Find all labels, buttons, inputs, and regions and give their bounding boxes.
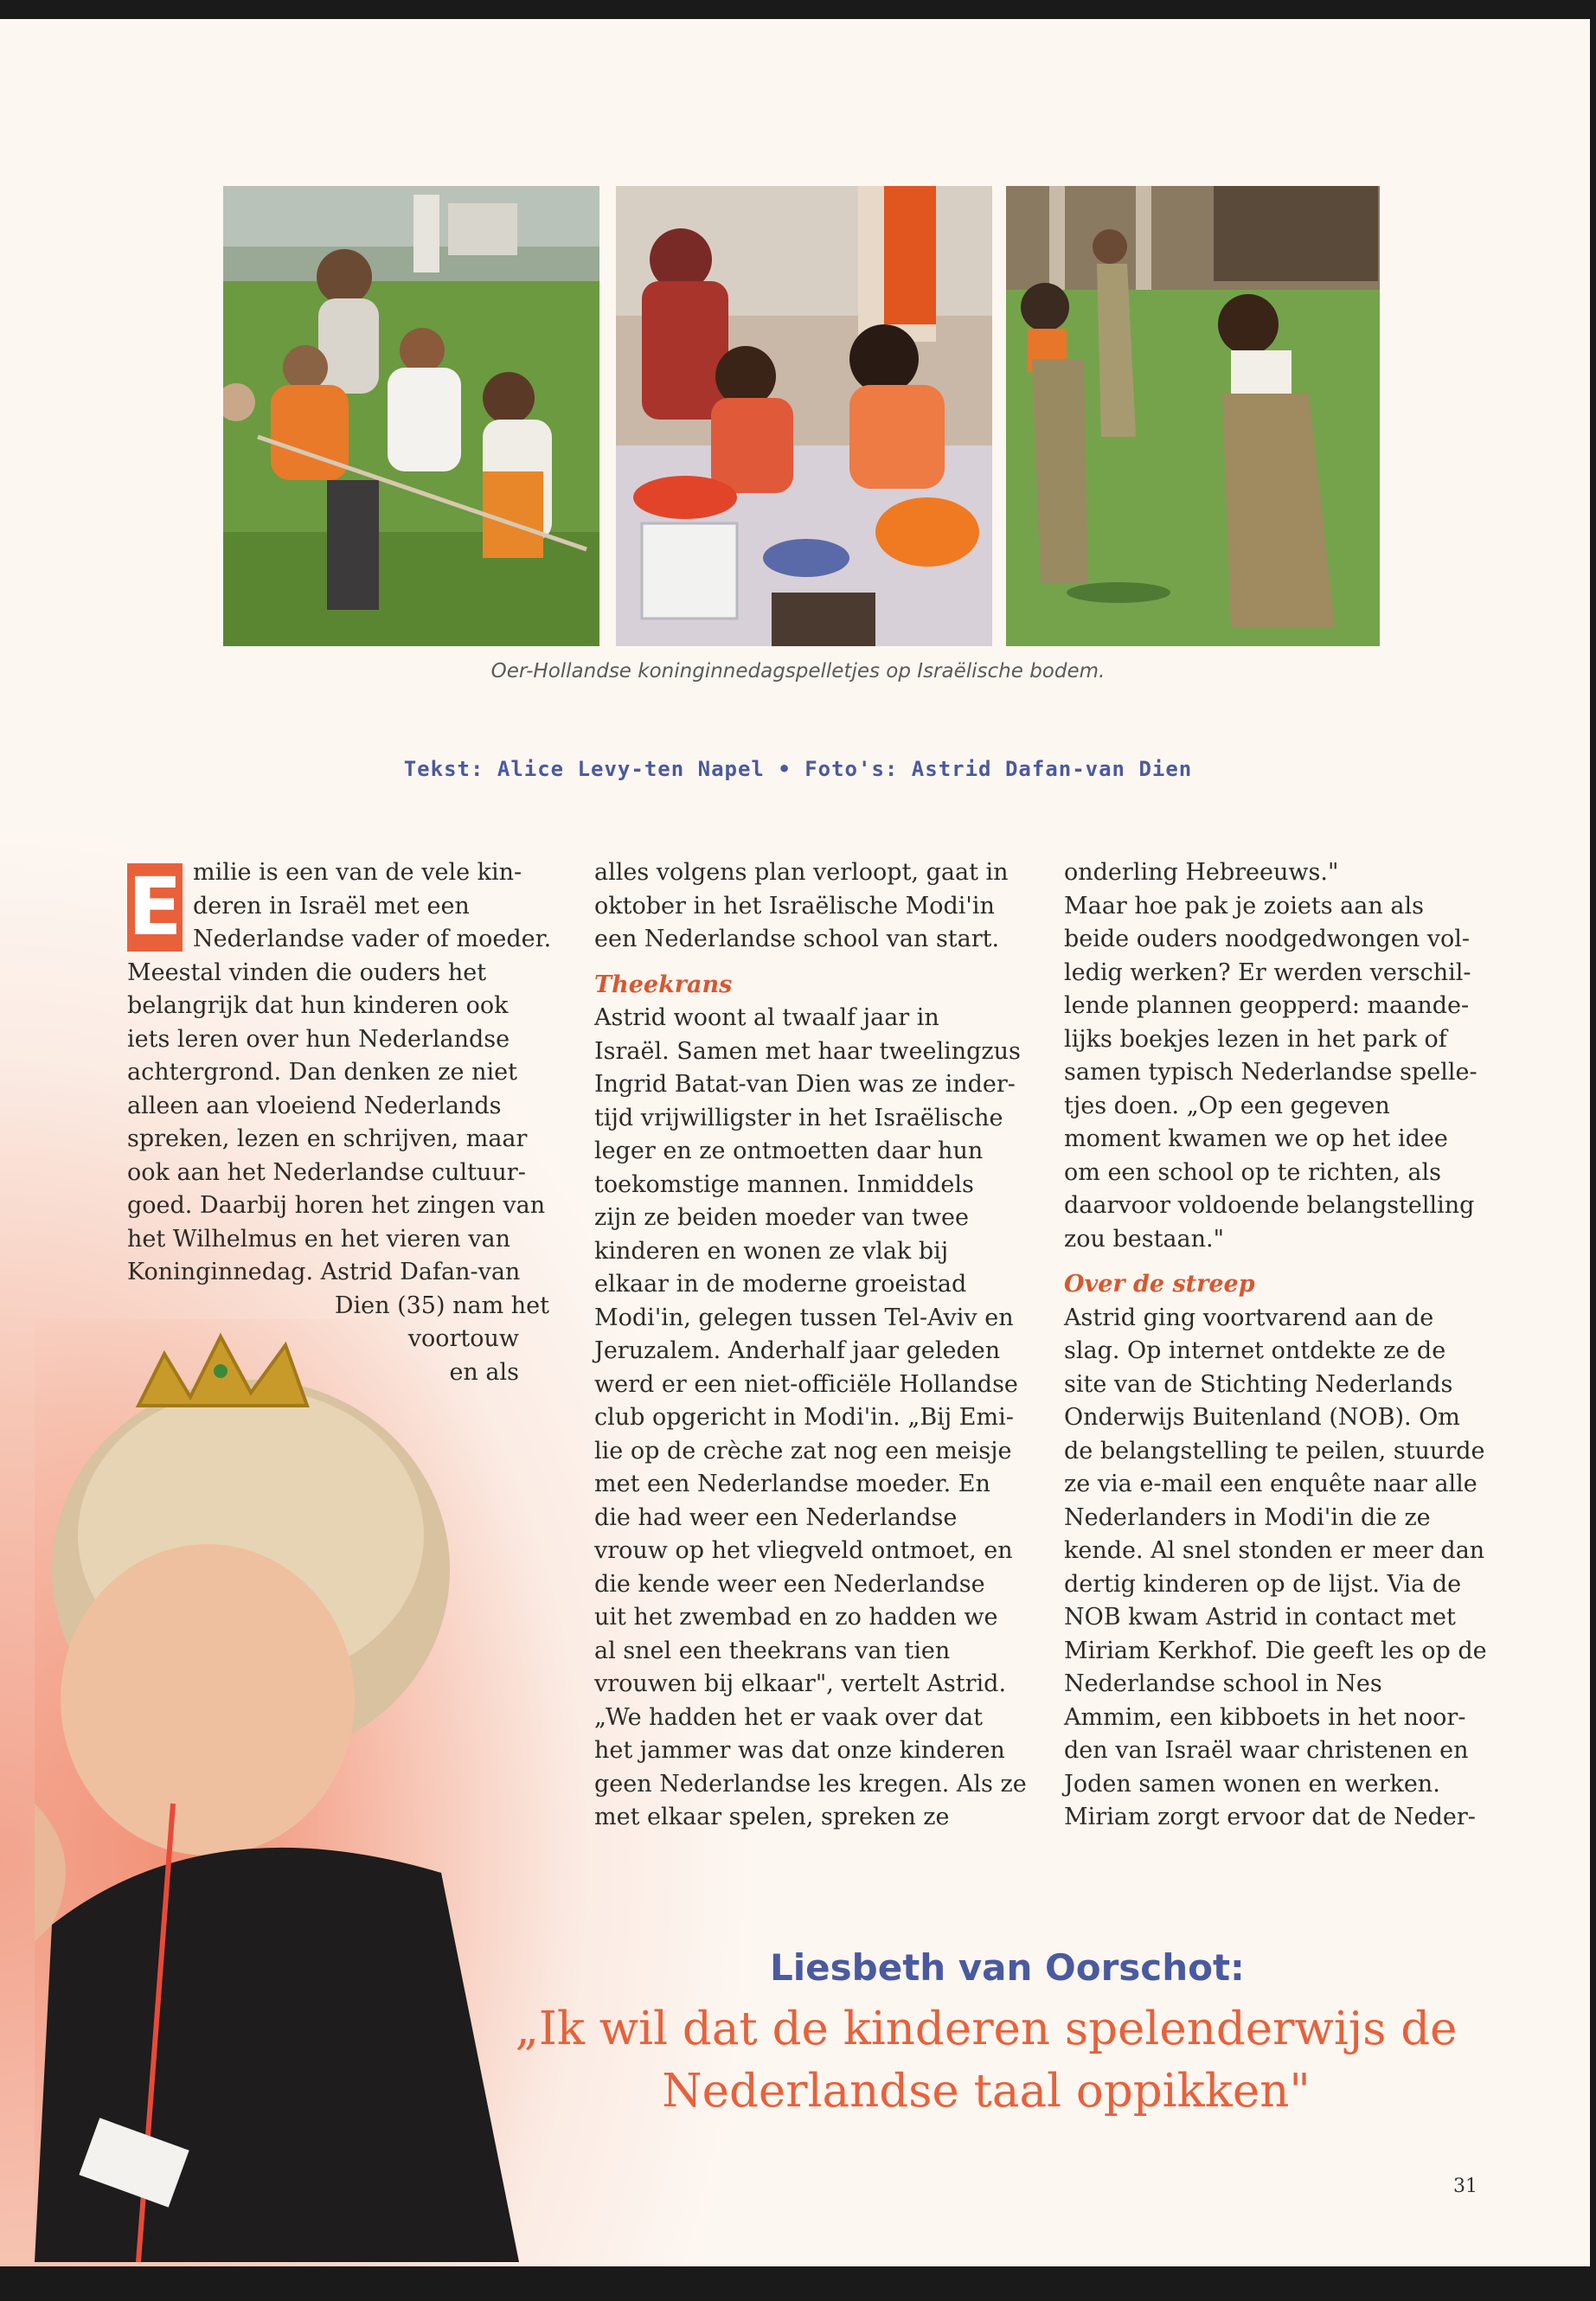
body-line: geen Nederlandse les kregen. Als ze	[594, 1770, 1027, 1798]
body-line: zou bestaan."	[1064, 1225, 1225, 1253]
article-column-1	[127, 856, 552, 1389]
body-line: Astrid woont al twaalf jaar in	[594, 1004, 939, 1031]
scan-border-top	[0, 0, 1596, 19]
body-line: Miriam Kerkhof. Die geeft les op de	[1064, 1637, 1487, 1664]
body-line: Jeruzalem. Anderhalf jaar geleden	[594, 1337, 1001, 1364]
body-line: om een school op te richten, als	[1064, 1158, 1442, 1186]
photo-tug-of-war	[223, 186, 599, 646]
body-line: al snel een theekrans van tien	[594, 1637, 951, 1664]
body-line: alles volgens plan verloopt, gaat in	[594, 859, 1009, 886]
body-line: en als	[449, 1358, 519, 1386]
body-line: zijn ze beiden moeder van twee	[594, 1204, 969, 1231]
body-line: goed. Daarbij horen het zingen van	[127, 1192, 546, 1219]
body-line: Ingrid Batat-van Dien was ze inder-	[594, 1071, 1016, 1098]
body-line: lijks boekjes lezen in het park of	[1064, 1025, 1447, 1053]
body-line: Miriam zorgt ervoor dat de Neder-	[1064, 1804, 1476, 1830]
photo-caption: Oer-Hollandse koninginnedagspelletjes op Israëlische bodem.	[490, 660, 1106, 683]
body-line: Nederlanders in Modi'in die ze	[1064, 1503, 1431, 1531]
body-line: voortouw	[407, 1325, 519, 1352]
body-line: Modi'in, gelegen tussen Tel-Aviv en	[594, 1304, 1014, 1331]
article-column-2	[594, 856, 1027, 1835]
body-line: die kende weer een Nederlandse	[594, 1570, 985, 1598]
body-line: Koninginnedag. Astrid Dafan-van	[127, 1259, 521, 1285]
body-line: site van de Stichting Nederlands	[1064, 1370, 1453, 1398]
body-line: vrouwen bij elkaar", vertelt Astrid.	[594, 1670, 1007, 1697]
body-line: NOB kwam Astrid in contact met	[1064, 1604, 1456, 1631]
body-line: lende plannen geopperd: maande-	[1064, 992, 1470, 1019]
body-line: spreken, lezen en schrijven, maar	[127, 1125, 528, 1152]
body-line: iets leren over hun Nederlandse	[127, 1025, 510, 1053]
body-line: die had weer een Nederlandse	[594, 1503, 958, 1531]
body-line: Dien (35) nam het	[334, 1292, 549, 1319]
body-line: slag. Op internet ontdekte ze de	[1064, 1337, 1446, 1364]
pull-quote	[493, 1998, 1479, 2123]
subheading-theekrans: Theekrans	[594, 971, 733, 998]
body-line: Meestal vinden die ouders het	[127, 958, 487, 986]
body-line: Joden samen wonen en werken.	[1064, 1770, 1440, 1798]
body-line: alleen aan vloeiend Nederlands	[127, 1092, 502, 1119]
body-line: Astrid ging voortvarend aan de	[1064, 1304, 1434, 1331]
body-line: Ammim, een kibboets in het noor-	[1064, 1703, 1466, 1731]
pull-quote-line: Nederlandse taal oppikken"	[662, 2065, 1311, 2118]
pull-quote-author: Liesbeth van Oorschot:	[770, 1946, 1245, 1989]
scan-border-right	[1590, 0, 1596, 2301]
body-line: daarvoor voldoende belangstelling	[1064, 1192, 1475, 1219]
body-line: een Nederlandse school van start.	[594, 926, 1000, 952]
photo-sack-race	[1006, 186, 1380, 646]
body-line: ook aan het Nederlandse cultuur-	[127, 1158, 526, 1186]
body-line: beide ouders noodgedwongen vol-	[1064, 926, 1470, 952]
body-line: tijd vrijwilligster in het Israëlische	[594, 1104, 1003, 1131]
body-line: oktober in het Israëlische Modi'in	[594, 892, 995, 920]
body-line: met elkaar spelen, spreken ze	[594, 1804, 950, 1830]
body-line: leger en ze ontmoetten daar hun	[594, 1138, 984, 1164]
body-line: Israël. Samen met haar tweelingzus	[594, 1037, 1021, 1065]
body-line: kende. Al snel stonden er meer dan	[1064, 1537, 1485, 1564]
article-column-3	[1064, 856, 1497, 1835]
body-line: ledig werken? Er werden verschil-	[1064, 958, 1471, 986]
body-line: uit het zwembad en zo hadden we	[594, 1604, 998, 1631]
article-credits: Tekst: Alice Levy-ten Napel • Foto's: Astrid Dafan-van Dien	[403, 757, 1193, 781]
body-line: den van Israël waar christenen en	[1064, 1737, 1469, 1764]
body-line: moment kwamen we op het idee	[1064, 1125, 1448, 1152]
body-line: de belangstelling te peilen, stuurde	[1064, 1437, 1485, 1465]
body-line: tjes doen. „Op een gegeven	[1064, 1092, 1390, 1119]
pull-quote-line: „Ik wil dat de kinderen spelenderwijs de	[515, 2003, 1458, 2055]
page-number: 31	[1453, 2176, 1477, 2197]
body-line: samen typisch Nederlandse spelle-	[1064, 1059, 1477, 1086]
drop-cap: E	[127, 861, 183, 953]
body-line: Nederlandse school in Nes	[1064, 1670, 1382, 1697]
body-line: onderling Hebreeuws."	[1064, 859, 1339, 886]
body-line: het jammer was dat onze kinderen	[594, 1737, 1005, 1764]
body-line: met een Nederlandse moeder. En	[594, 1471, 990, 1497]
body-line: lie op de crèche zat nog een meisje	[594, 1437, 1012, 1465]
body-line: Nederlandse vader of moeder.	[193, 926, 552, 952]
body-line: „We hadden het er vaak over dat	[594, 1703, 984, 1731]
body-line: kinderen en wonen ze vlak bij	[594, 1237, 949, 1265]
body-line: Onderwijs Buitenland (NOB). Om	[1064, 1404, 1460, 1431]
scan-border-bottom	[0, 2266, 1596, 2301]
body-line: werd er een niet-officiële Hollandse	[594, 1370, 1018, 1398]
body-line: belangrijk dat hun kinderen ook	[127, 992, 509, 1019]
body-line: milie is een van de vele kin-	[193, 859, 522, 886]
body-line: Maar hoe pak je zoiets aan als	[1064, 892, 1424, 920]
body-line: club opgericht in Modi'in. „Bij Emi-	[594, 1404, 1014, 1431]
body-line: vrouw op het vliegveld ontmoet, en	[594, 1537, 1013, 1564]
body-line: deren in Israël met een	[193, 892, 470, 920]
photo-crafting	[616, 186, 992, 646]
subheading-over-de-streep: Over de streep	[1064, 1271, 1255, 1298]
body-line: elkaar in de moderne groeistad	[594, 1271, 967, 1298]
body-line: ze via e-mail een enquête naar alle	[1064, 1471, 1477, 1497]
body-line: dertig kinderen op de lijst. Via de	[1064, 1570, 1462, 1598]
body-line: achtergrond. Dan denken ze niet	[127, 1059, 517, 1086]
body-line: het Wilhelmus en het vieren van	[127, 1225, 510, 1253]
photo-girl-with-tiara	[35, 1319, 571, 2262]
body-line: toekomstige mannen. Inmiddels	[594, 1170, 974, 1198]
